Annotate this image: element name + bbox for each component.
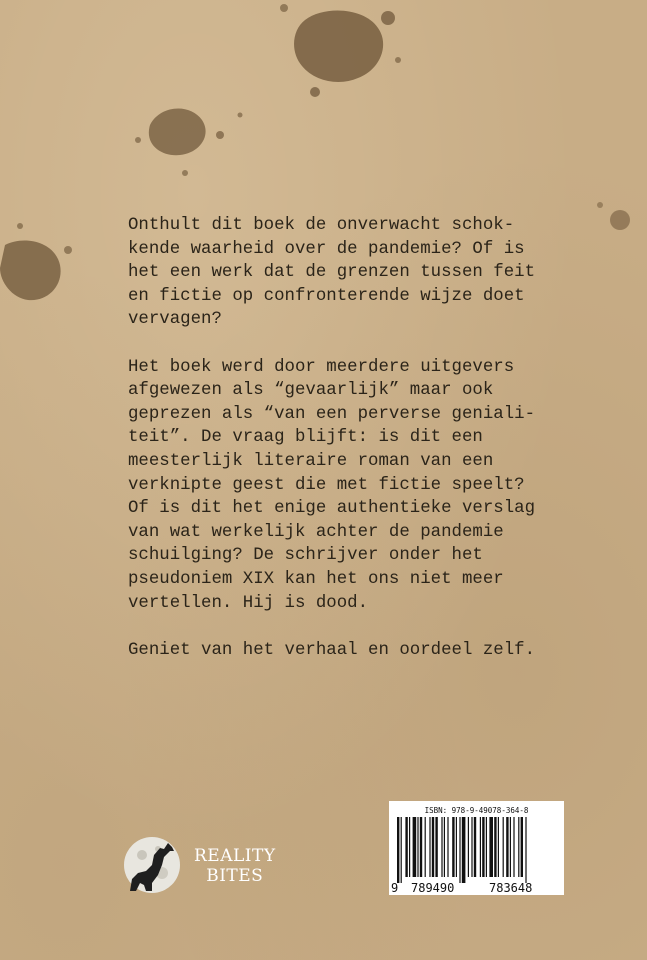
isbn-label: ISBN: 978-9-49078-364-8 — [424, 806, 529, 815]
blurb-paragraph: Onthult dit boek de onverwacht schok- kende waarheid over de pandemie? Of is het een werk dat de grenzen tussen feit en fictie op confronterende wijze doet vervagen? — [128, 216, 536, 330]
coffee-stain-mid — [130, 95, 250, 185]
back-cover-blurb — [128, 214, 548, 662]
publisher-name-line2: BITES — [206, 866, 264, 886]
coffee-stain-top — [270, 0, 410, 110]
coffee-stain-right — [580, 190, 647, 250]
publisher-name-line1: REALITY — [194, 846, 276, 866]
isbn-barcode — [389, 801, 564, 895]
coffee-stain-left — [0, 220, 80, 315]
barcode-digit-group2: 783648 — [489, 881, 533, 895]
blurb-paragraph: Het boek werd door meerdere uitgevers afgewezen als “gevaarlijk” maar ook geprezen als “van een perverse geniali- teit”. De vraag blijft: is dit een meesterlijk literaire roman van een verknipte geest die met fictie speelt? Of is dit het enige authentieke verslag van wat werkelijk achter de pandemie schuilging? De schrijver onder het pseudoniem XIX kan het ons niet meer vertellen. Hij is dood. — [128, 357, 536, 613]
publisher-logo — [118, 835, 338, 895]
barcode-digit-group1: 789490 — [411, 881, 455, 895]
barcode-bars — [397, 817, 556, 883]
howling-wolf-moon-icon — [118, 835, 184, 895]
blurb-paragraph: Geniet van het verhaal en oordeel zelf. — [128, 640, 536, 660]
publisher-name — [194, 846, 276, 886]
barcode-digit-prefix: 9 — [391, 881, 399, 895]
barcode-digits — [389, 881, 564, 895]
